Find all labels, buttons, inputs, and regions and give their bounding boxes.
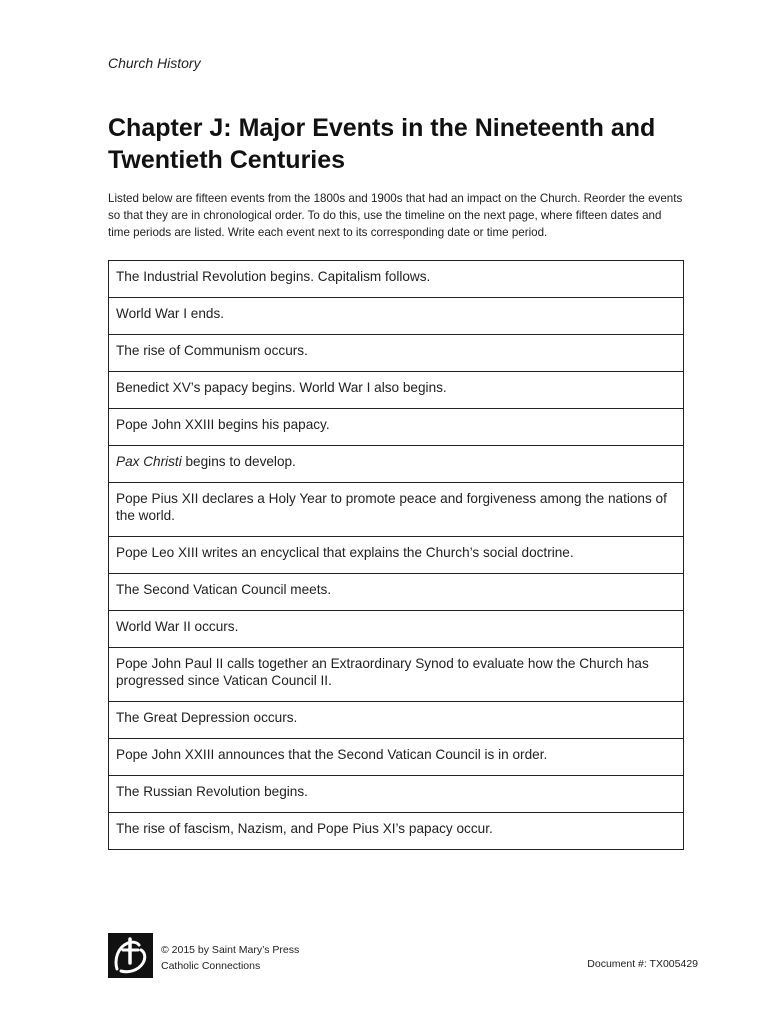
event-cell: The Industrial Revolution begins. Capitalism follows. [109,261,684,298]
event-cell: Benedict XV’s papacy begins. World War I also begins. [109,372,684,409]
table-row [109,574,684,611]
event-cell: The Russian Revolution begins. [109,776,684,813]
events-table [108,260,684,850]
table-row [109,648,684,702]
event-cell: Pope Leo XIII writes an encyclical that explains the Church’s social doctrine. [109,537,684,574]
table-row [109,372,684,409]
event-cell: Pope Pius XII declares a Holy Year to promote peace and forgiveness among the nations of the world. [109,483,684,537]
event-text: begins to develop. [181,454,296,469]
footer-credits [161,942,299,974]
logo-graphic [108,933,153,978]
event-cell: World War I ends. [109,298,684,335]
event-cell: Pope John XXIII begins his papacy. [109,409,684,446]
table-row [109,813,684,850]
table-row [109,409,684,446]
table-row [109,537,684,574]
table-row [109,776,684,813]
table-row [109,739,684,776]
copyright-text: © 2015 by Saint Mary’s Press [161,944,300,956]
event-italic-text: Pax Christi [116,454,182,469]
table-row [109,298,684,335]
event-cell: The Second Vatican Council meets. [109,574,684,611]
event-cell: Pope John Paul II calls together an Extraordinary Synod to evaluate how the Church has progressed since Vatican Council II. [109,648,684,702]
course-label: Church History [108,55,201,71]
event-cell: Pope John XXIII announces that the Second Vatican Council is in order. [109,739,684,776]
event-cell: World War II occurs. [109,611,684,648]
document-number: Document #: TX005429 [587,958,698,970]
table-row [109,261,684,298]
series-text: Catholic Connections [161,960,261,972]
saint-marys-press-logo-icon [108,933,153,978]
page-title: Chapter J: Major Events in the Nineteenth and Twentieth Centuries [108,114,656,174]
event-cell: The Great Depression occurs. [109,702,684,739]
table-row [109,611,684,648]
table-row [109,446,684,483]
event-cell: The rise of Communism occurs. [109,335,684,372]
table-row [109,702,684,739]
event-cell: The rise of fascism, Nazism, and Pope Pius XI’s papacy occur. [109,813,684,850]
table-row [109,335,684,372]
table-row [109,483,684,537]
event-cell [109,446,684,483]
instructions-paragraph: Listed below are fifteen events from the 1800s and 1900s that had an impact on the Church. Reorder the events so that they are in chronological order. To do this, use the timeline on the next page, where fifteen dates and time periods are listed. Write each event next to its corresponding date or time period. [108,192,683,239]
